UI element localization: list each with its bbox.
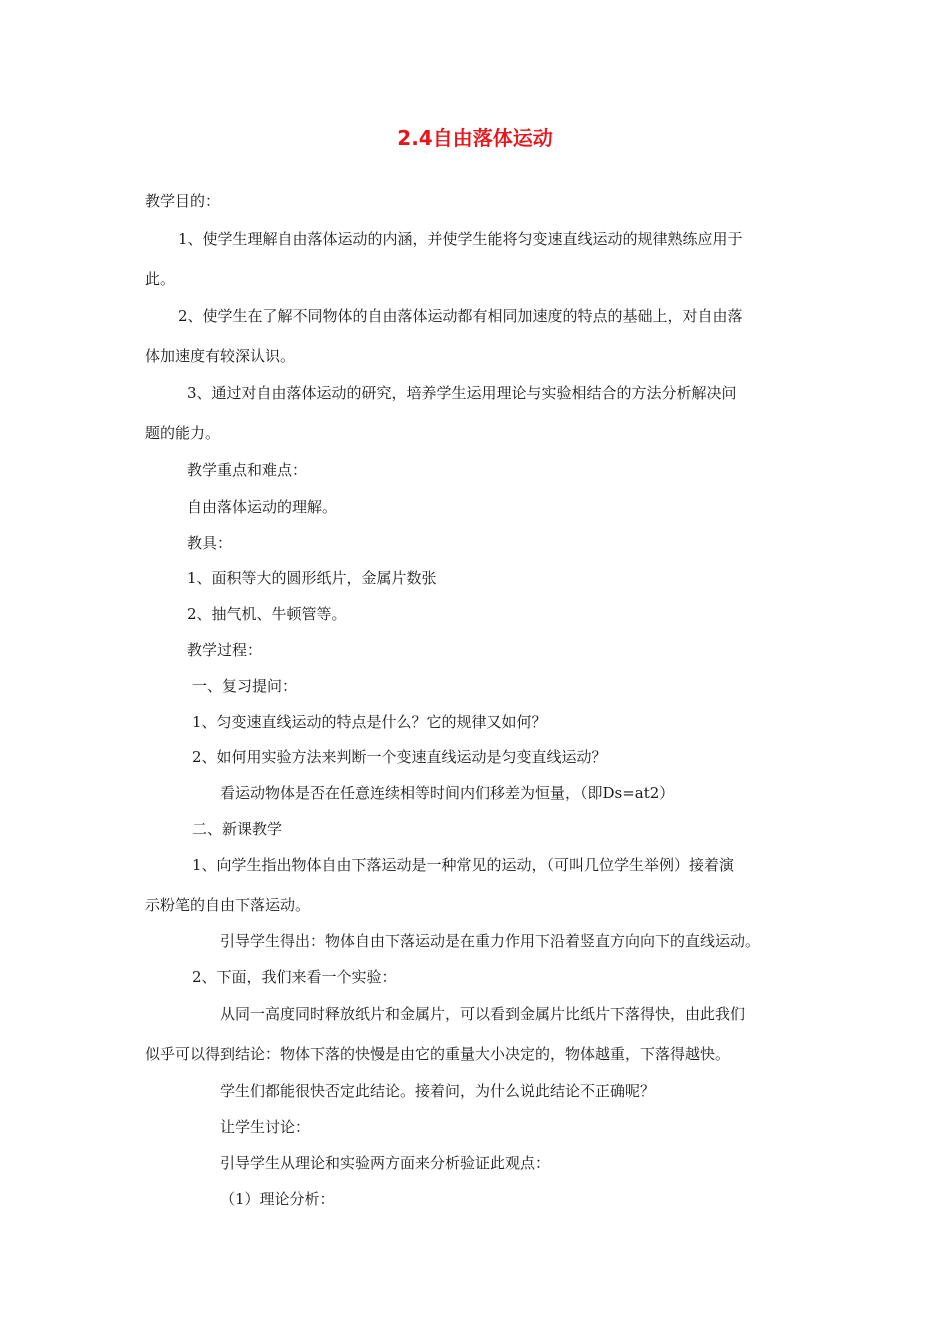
text-line: 2、使学生在了解不同物体的自由落体运动都有相同加速度的特点的基础上，对自由落: [178, 307, 743, 325]
text-line: 从同一高度同时释放纸片和金属片，可以看到金属片比纸片下落得快，由此我们: [220, 1005, 746, 1023]
text-line: 1、向学生指出物体自由下落运动是一种常见的运动，（可叫几位学生举例）接着演: [192, 856, 735, 874]
text-line: 看运动物体是否在任意连续相等时间内们移差为恒量，（即Ds=at2）: [220, 784, 675, 802]
page-title: 2.4自由落体运动: [397, 126, 553, 150]
text-line: 似乎可以得到结论：物体下落的快慢是由它的重量大小决定的，物体越重，下落得越快。: [145, 1045, 731, 1063]
text-line: 让学生讨论：: [220, 1118, 311, 1136]
text-line: 教具：: [187, 534, 233, 552]
text-line: 体加速度有较深认识。: [145, 347, 296, 365]
text-line: （1）理论分析：: [220, 1190, 335, 1208]
text-line: 2、抽气机、牛顿管等。: [187, 605, 347, 623]
text-line: 一、复习提问：: [192, 677, 298, 695]
text-line: 学生们都能很快否定此结论。接着问，为什么说此结论不正确呢？: [220, 1082, 656, 1100]
text-line: 3、通过对自由落体运动的研究，培养学生运用理论与实验相结合的方法分析解决问: [187, 384, 737, 402]
text-line: 二、新课教学: [192, 820, 283, 838]
text-line: 引导学生得出：物体自由下落运动是在重力作用下沿着竖直方向向下的直线运动。: [220, 932, 761, 950]
text-line: 题的能力。: [145, 424, 221, 442]
text-line: 1、面积等大的圆形纸片，金属片数张: [187, 569, 437, 587]
text-line: 示粉笔的自由下落运动。: [145, 896, 311, 914]
text-line: 引导学生从理论和实验两方面来分析验证此观点：: [220, 1154, 551, 1172]
text-line: 教学目的：: [145, 192, 221, 210]
text-line: 2、如何用实验方法来判断一个变速直线运动是匀变直线运动？: [192, 748, 607, 766]
text-line: 教学过程：: [187, 641, 263, 659]
text-line: 教学重点和难点：: [187, 461, 308, 479]
text-line: 1、匀变速直线运动的特点是什么？它的规律又如何？: [192, 713, 547, 731]
text-line: 2、下面，我们来看一个实验：: [192, 968, 397, 986]
text-line: 自由落体运动的理解。: [187, 498, 338, 516]
text-line: 1、使学生理解自由落体运动的内涵，并使学生能将匀变速直线运动的规律熟练应用于: [178, 230, 743, 248]
text-line: 此。: [145, 270, 176, 288]
